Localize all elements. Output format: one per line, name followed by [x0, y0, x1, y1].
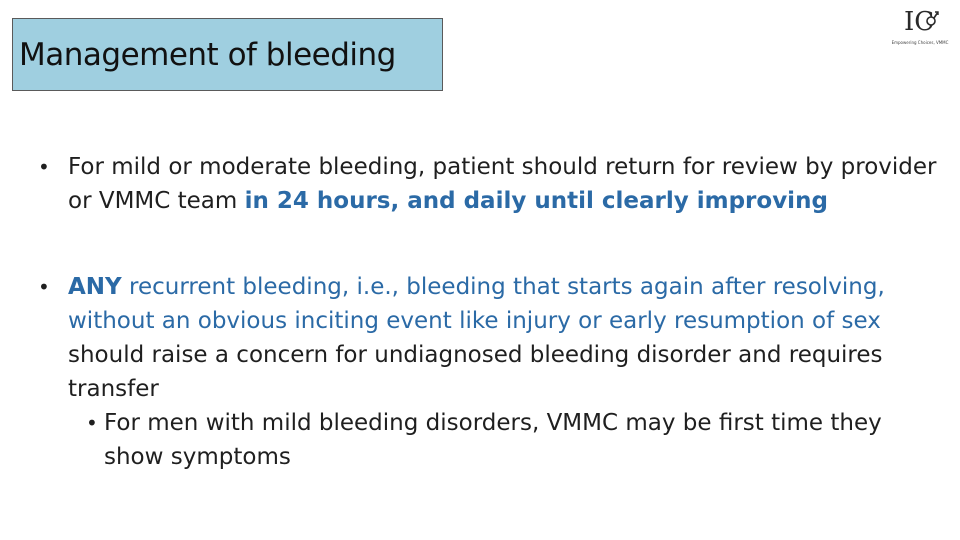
logo-subtitle: Empowering Choices, VMMC — [891, 40, 949, 45]
bullet-emphasis: in 24 hours, and daily until clearly improving — [244, 188, 828, 214]
bullet-dot-icon: • — [86, 411, 98, 435]
bullet-text: For mild or moderate bleeding, patient should return for review by provider or VMMC team — [68, 154, 937, 214]
bullet-dot-icon: • — [38, 155, 50, 179]
bullet-item — [38, 270, 938, 406]
bullet-item — [38, 150, 938, 218]
bullet-text: should raise a concern for undiagnosed bleeding disorder and requires transfer — [68, 342, 883, 402]
logo-mark: IC — [904, 7, 935, 37]
logo-male-symbol-icon — [902, 4, 942, 38]
bullet-emphasis: ANY — [68, 274, 122, 300]
bullet-text-blue: recurrent bleeding, i.e., bleeding that starts again after resolving, without an obvious inciting event like injury or early resumption of sex — [68, 274, 885, 334]
sub-bullet-text: For men with mild bleeding disorders, VMMC may be first time they show symptoms — [104, 410, 882, 470]
slide-content — [38, 150, 938, 474]
sub-bullet-item — [38, 406, 938, 474]
slide-title: Management of bleeding — [19, 36, 396, 73]
logo — [884, 4, 954, 44]
bullet-dot-icon: • — [38, 275, 50, 299]
title-box — [12, 18, 443, 91]
